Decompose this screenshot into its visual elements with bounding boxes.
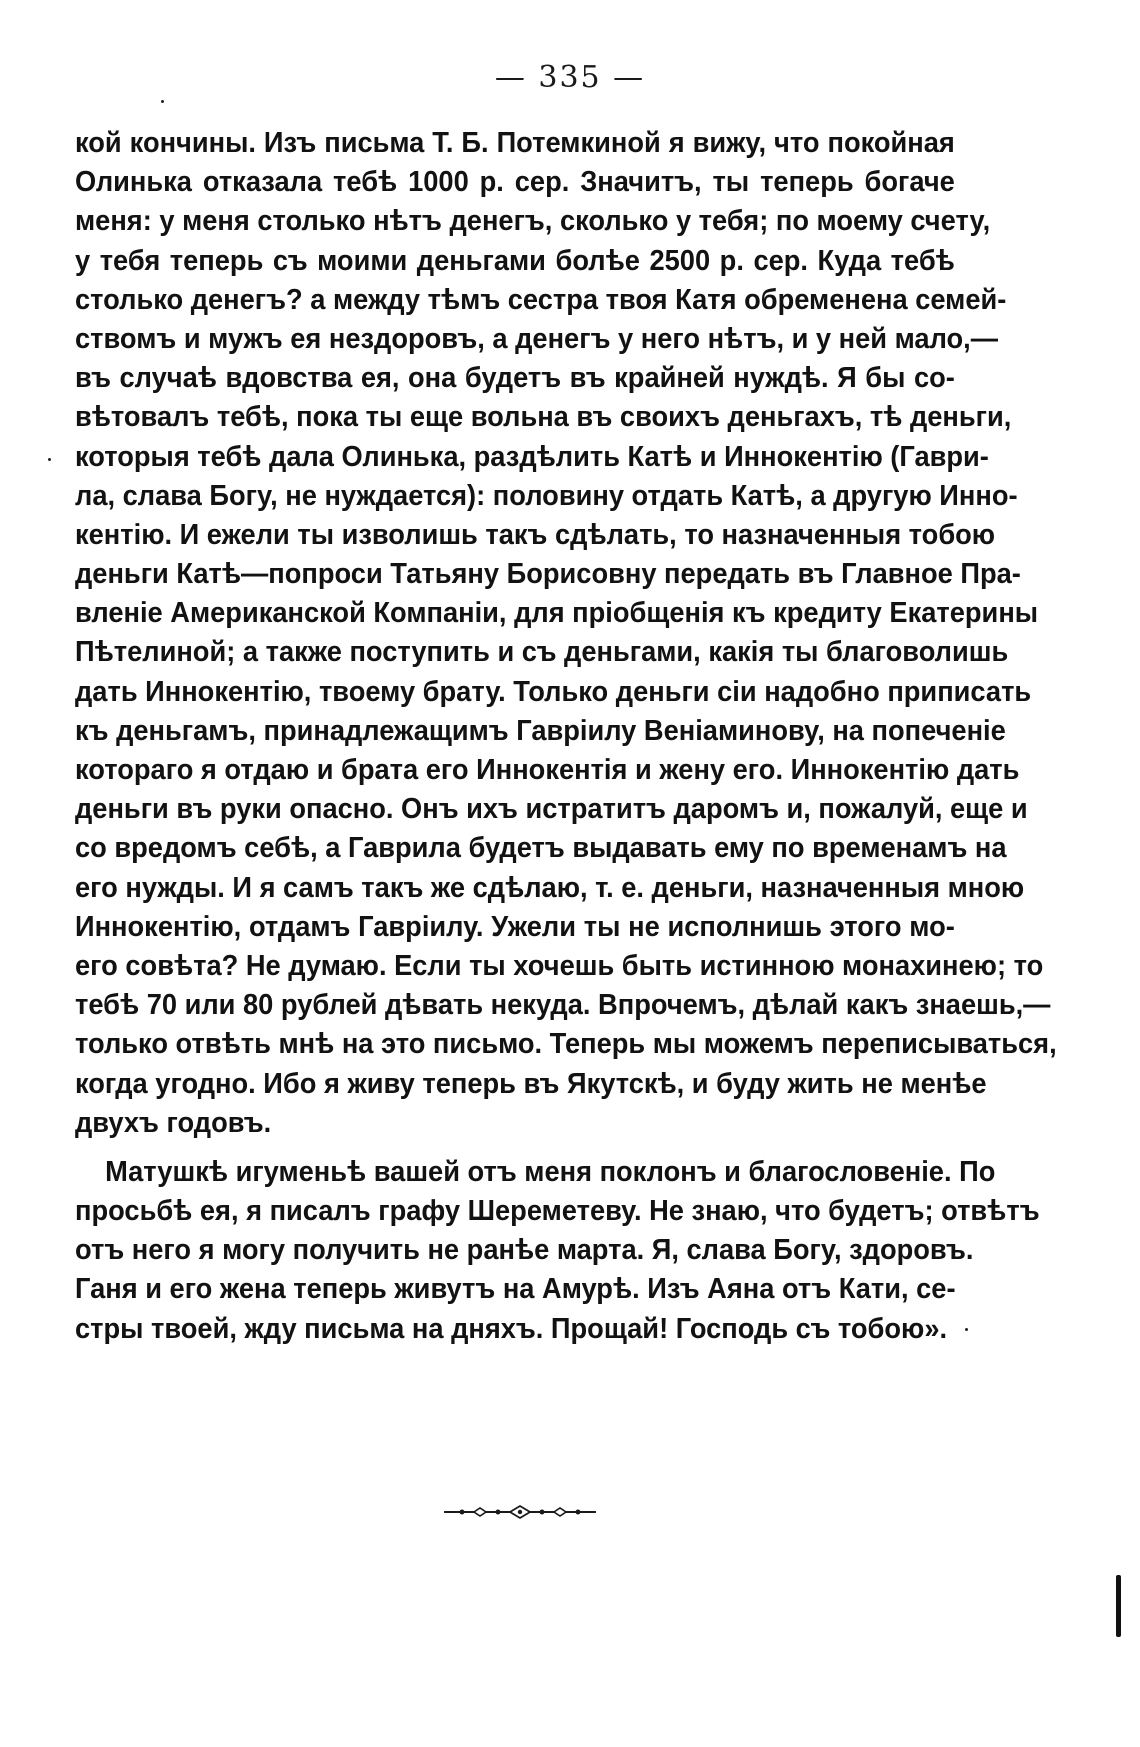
text-line: къ деньгамъ, принадлежащимъ Гавріилу Веніаминову, на попеченіе xyxy=(75,714,1006,747)
text-line: его совѣта? Не думаю. Если ты хочешь быть истинною монахинею; то xyxy=(75,949,1044,982)
text-line: Пѣтелиной; а также поступить и съ деньгами, какія ты благоволишь xyxy=(75,636,1009,669)
ink-speck xyxy=(161,100,164,103)
text-line: Ганя и его жена теперь живутъ на Амурѣ. Изъ Аяна отъ Кати, се- xyxy=(75,1273,956,1306)
text-line: ла, слава Богу, не нуждается): половину отдать Катѣ, а другую Инно- xyxy=(75,479,1018,512)
text-line: со вредомъ себѣ, а Гаврила будетъ выдавать ему по временамъ на xyxy=(75,832,1007,865)
text-line: ствомъ и мужъ ея нездоровъ, а денегъ у него нѣтъ, и у ней мало,— xyxy=(75,322,999,355)
ink-speck xyxy=(48,458,51,461)
paragraph xyxy=(75,124,1057,1143)
text-line: Олинька отказала тебѣ 1000 р. сер. Значитъ, ты теперь богаче xyxy=(75,166,955,199)
text-line: кой кончины. Изъ письма Т. Б. Потемкиной я вижу, что покойная xyxy=(75,127,955,159)
text-line: только отвѣть мнѣ на это письмо. Теперь мы можемъ переписываться, xyxy=(75,1028,1057,1061)
text-line: двухъ годовъ. xyxy=(75,1106,272,1139)
ink-speck xyxy=(965,1328,968,1331)
paragraph-gap xyxy=(75,1143,902,1153)
text-line: отъ него я могу получить не ранѣе марта. Я, слава Богу, здоровъ. xyxy=(75,1234,974,1267)
text-line: Матушкѣ игуменьѣ вашей отъ меня поклонъ и благословеніе. По xyxy=(105,1155,996,1188)
text-line: деньги въ руки опасно. Онъ ихъ истратитъ даромъ и, пожалуй, еще и xyxy=(75,793,1028,826)
text-line: вѣтовалъ тебѣ, пока ты еще вольна въ своихъ деньгахъ, тѣ деньги, xyxy=(75,401,1012,434)
text-line: дать Иннокентію, твоему брату. Только деньги сіи надобно приписать xyxy=(75,675,1032,708)
text-line: его нужды. И я самъ такъ же сдѣлаю, т. е. деньги, назначенныя мною xyxy=(75,871,1025,904)
text-line: стры твоей, жду письма на дняхъ. Прощай! Господь съ тобою». xyxy=(75,1312,948,1345)
text-line: когда угодно. Ибо я живу теперь въ Якутскѣ, и буду жить не менѣе xyxy=(75,1067,987,1100)
scan-edge-mark xyxy=(1116,1575,1121,1637)
text-line: столько денегъ? а между тѣмъ сестра твоя Катя обременена семей- xyxy=(75,283,1007,316)
text-line: у тебя теперь съ моими деньгами болѣе 2500 р. сер. Куда тебѣ xyxy=(75,244,955,277)
text-line: меня: у меня столько нѣтъ денегъ, сколько у тебя; по моему счету, xyxy=(75,205,991,238)
text-line: которыя тебѣ дала Олинька, раздѣлить Катѣ и Иннокентію (Гаври- xyxy=(75,440,989,473)
text-line: просьбѣ ея, я писалъ графу Шереметеву. Не знаю, что будетъ; отвѣтъ xyxy=(75,1195,1040,1228)
text-line: котораго я отдаю и брата его Иннокентія и жену его. Иннокентію дать xyxy=(75,754,1020,786)
body-text xyxy=(75,124,1057,1349)
page-number: — 335 — xyxy=(494,60,646,95)
text-line: кентію. И ежели ты изволишь такъ сдѣлать, то назначенныя тобою xyxy=(75,518,996,551)
paragraph xyxy=(75,1153,1040,1349)
ornamental-rule-icon xyxy=(440,1502,600,1522)
text-line: вленіе Американской Компаніи, для пріобщенія къ кредиту Екатерины xyxy=(75,597,1039,630)
text-line: Иннокентію, отдамъ Гавріилу. Ужели ты не исполнишь этого мо- xyxy=(75,910,955,943)
text-line: въ случаѣ вдовства ея, она будетъ въ крайней нуждѣ. Я бы со- xyxy=(75,362,955,395)
text-line: тебѣ 70 или 80 рублей дѣвать некуда. Впрочемъ, дѣлай какъ знаешь,— xyxy=(75,989,1051,1022)
text-line: деньги Катѣ—попроси Татьяну Борисовну передать въ Главное Пра- xyxy=(75,558,1021,591)
